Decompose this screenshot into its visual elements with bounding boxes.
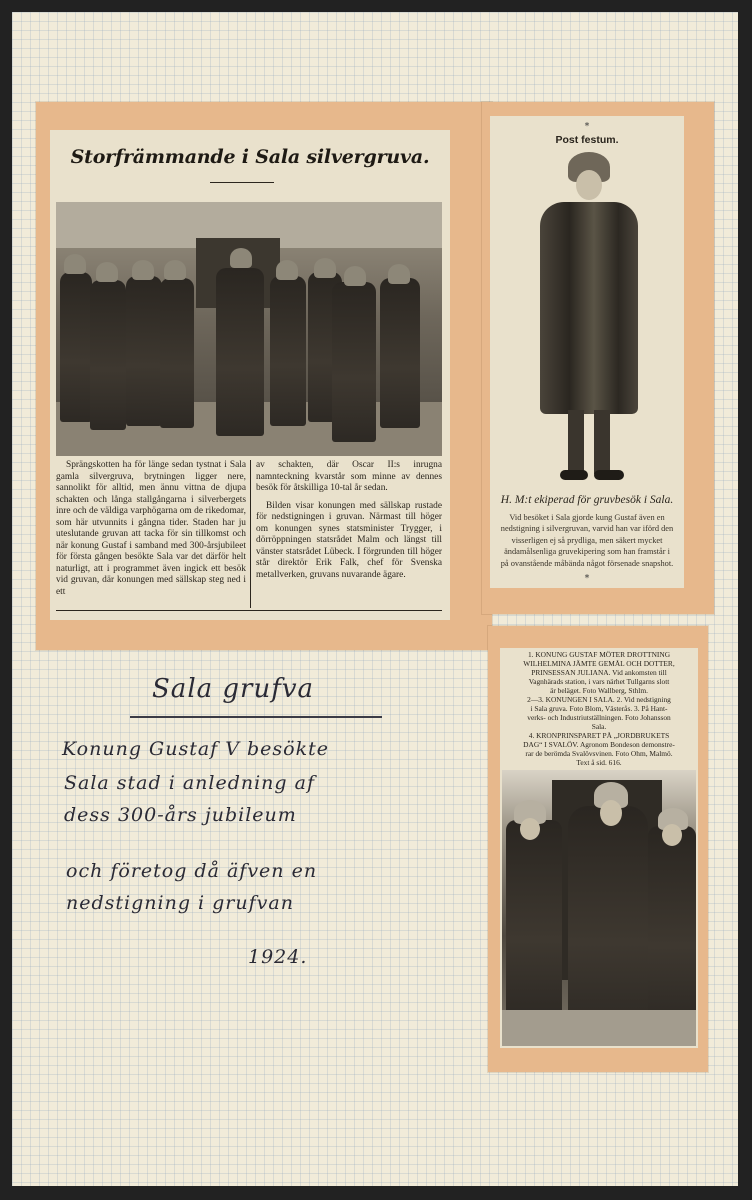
right-bottom-clipping-mount (488, 626, 708, 1072)
handwritten-title: Sala grufva (152, 674, 315, 704)
caption-line: Sala. (591, 722, 607, 731)
post-festum-title: Post festum. (555, 134, 619, 146)
caption-line: är beläget. Foto Wallberg, Sthlm. (550, 686, 648, 695)
group-photo (56, 202, 442, 456)
article-column-1-text: Sprängskotten ha för länge sedan tystnat i Sala gamla silvergruva, brytningen ligger nere, sannolikt för alltid, men ännu vittna de djupa schakten och långa stallgångarna i silverbergets inre och de väldiga varphögarna om de rikedomar, som här utvunnits i gångna tider. Staden har ju uteslutande gruvan att tacka för sin tillkomst och när konung Gustaf i samband med 300-årsjubileet för första gången besökte Sala var det därför helt naturligt, att i programmet även ingick ett besök vid gruvan, där konungen med sällskap steg ned i ett (56, 460, 246, 597)
caption-line: WILHELMINA JÄMTE GEMÅL OCH DOTTER, (523, 659, 675, 668)
handwritten-title-underline (130, 716, 382, 718)
caption-line: 1. KONUNG GUSTAF MÖTER DROTTNING (527, 650, 671, 659)
left-clipping-mount (36, 102, 492, 650)
caption-line: 4. KRONPRINSPARET PÅ „JORDBRUKETS (528, 731, 670, 740)
left-clipping (50, 130, 450, 620)
handwritten-year: 1924. (248, 946, 308, 968)
article-column-1 (56, 460, 246, 598)
article-column-2-text-a: av schakten, där Oscar II:s inrugna namnteckning kvarstår som minne av dennes besök för åtskilliga 10-tal år sedan. (256, 460, 442, 493)
article-column-2-text-b: Bilden visar konungen med sällskap rustade för nedstigningen i gruvan. Närmast till höger om konungen synes statsminister Trygger, i dörröppningen statsrådet Malm och längst till vänster statsrådet Lübeck. I förgrunden till höger står direktör Erik Falk, chef för Svenska metallverken, gruvans nuvarande ägare. (256, 500, 442, 580)
article-headline: Storfrämmande i Sala silvergruva. (70, 146, 430, 168)
caption-line: Text å sid. 616. (576, 758, 622, 767)
handwritten-line: Sala stad i anledning af (64, 772, 315, 794)
caption-line: PRINSESSAN JULIANA. Vid ankomsten till (531, 668, 667, 677)
star-ornament-top: * (584, 122, 590, 132)
handwritten-line: dess 300-års jubileum (64, 804, 297, 826)
handwritten-line: Konung Gustaf V besökte (62, 738, 329, 760)
caption-line: rar de berömda Svalövsvinen. Foto Ohm, Malmö. (525, 749, 673, 758)
right-top-clipping (490, 116, 684, 588)
article-bottom-rule (56, 610, 442, 611)
handwritten-line: nedstigning i grufvan (66, 892, 294, 914)
headline-rule (210, 182, 274, 183)
album-page (12, 12, 738, 1186)
star-ornament-bottom: * (584, 574, 590, 584)
article-column-2 (256, 460, 442, 581)
caption-line: verks- och Industriutställningen. Foto Johansson (527, 713, 671, 722)
king-caption: H. M:t ekiperad för gruvbesök i Sala. (500, 494, 674, 506)
handwritten-line: och företog då äfven en (66, 860, 318, 882)
right-bottom-clipping (500, 648, 698, 1048)
caption-line: 2—3. KONUNGEN I SALA. 2. Vid nedstigning (527, 695, 671, 704)
post-festum-body: Vid besöket i Sala gjorde kung Gustaf även en nedstigning i silvergruvan, varvid han var iförd den visserligen ej så prydliga, men säkert mycket ändamålsenliga gruvekipering som han framstår i på ovanstående måbända något försenade snapshot. (500, 513, 674, 568)
caption-line: DAG“ I SVALÖV. Agronom Bondeson demonstre- (523, 740, 675, 749)
mine-descent-photo (502, 770, 696, 1046)
caption-line: i Sala gruva. Foto Blom, Västerås. 3. På Hant- (530, 704, 668, 713)
photo-list-caption (502, 650, 696, 767)
column-divider (250, 460, 251, 608)
king-portrait (534, 152, 644, 492)
caption-line: Vagnhärads station, i vars närhet Tullgarns slott (528, 677, 670, 686)
right-top-clipping-mount (482, 102, 714, 614)
